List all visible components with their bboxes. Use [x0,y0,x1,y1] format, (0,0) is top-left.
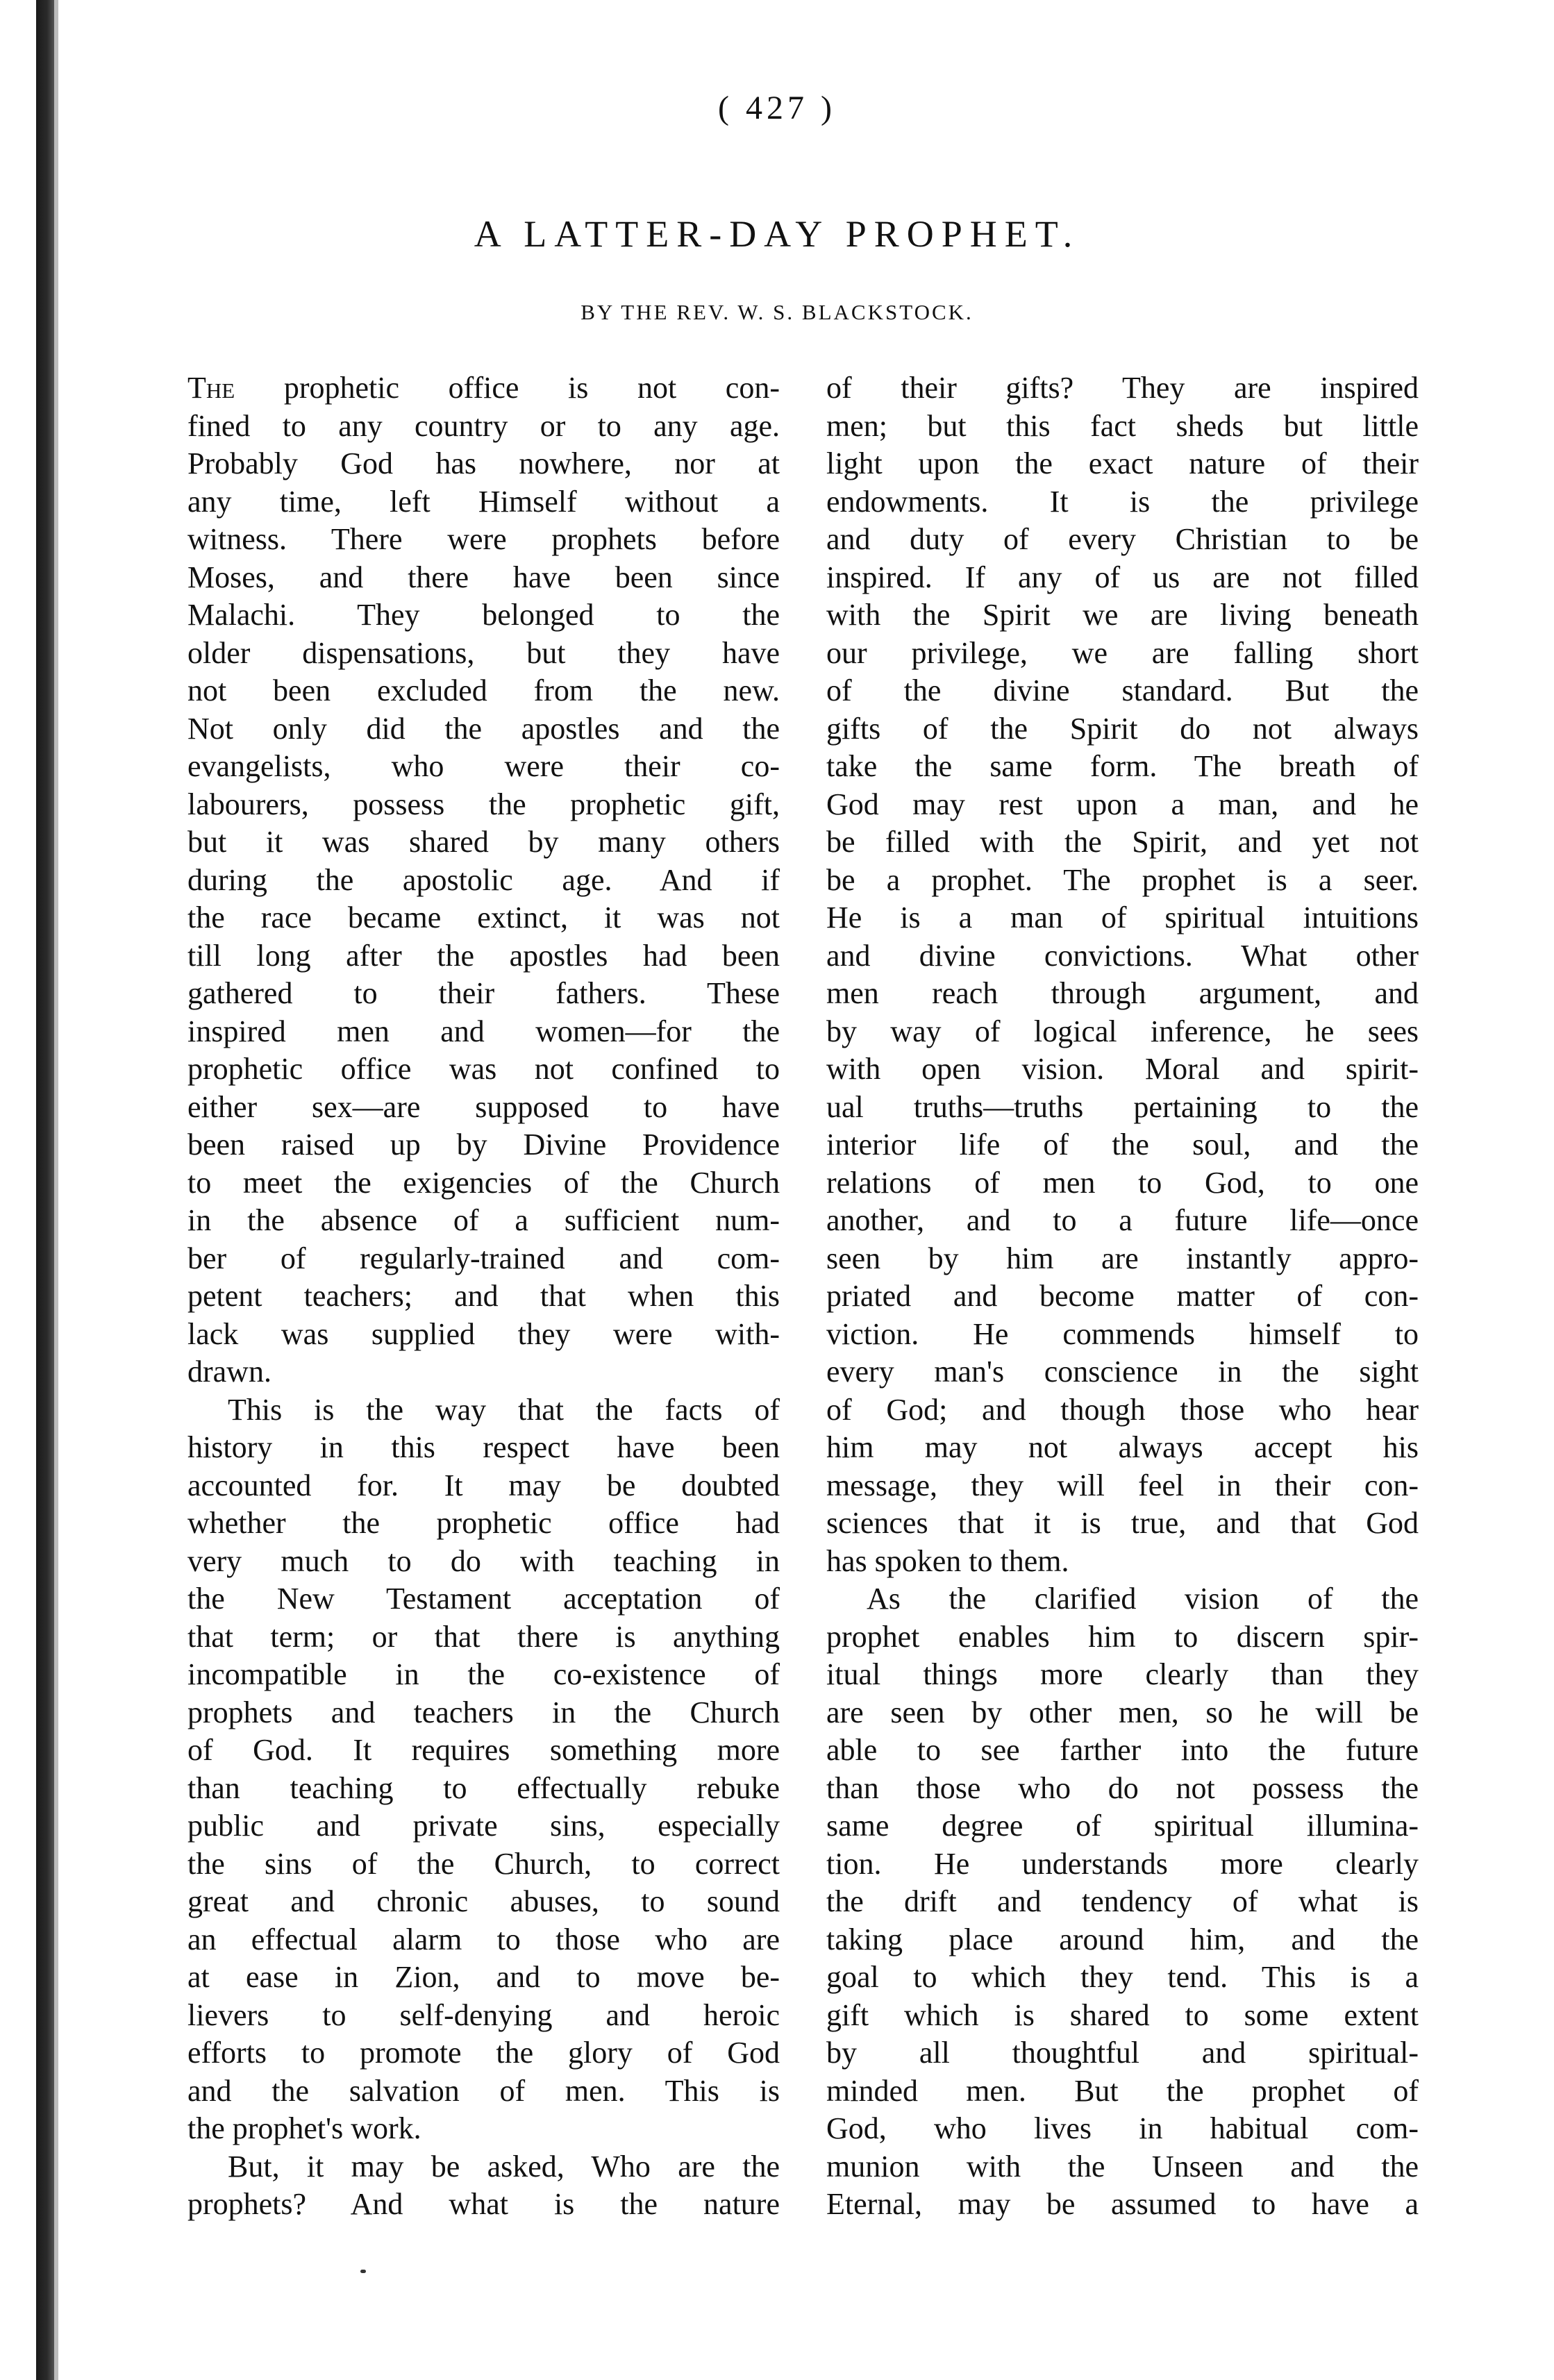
text-line: Probably God has nowhere, nor at [187,446,780,480]
print-speck [360,2270,366,2273]
text-line: witness. There were prophets before [187,522,780,556]
text-line: munion with the Unseen and the [826,2149,1419,2184]
text-line: him may not always accept his [826,1430,1419,1464]
text-line: take the same form. The breath of [826,749,1419,783]
article-byline: BY THE REV. W. S. BLACKSTOCK. [580,300,974,324]
text-line: at ease in Zion, and to move be- [187,1960,780,1994]
text-line: ual truths—truths pertaining to the [826,1089,1419,1124]
text-line: minded men. But the prophet of [826,2073,1419,2108]
text-line: but it was shared by many others [187,825,780,859]
text-line: and divine convictions. What other [826,938,1419,973]
text-line: in the absence of a sufficient num- [187,1203,780,1237]
text-line: men; but this fact sheds but little [826,408,1419,443]
text-line: fined to any country or to any age. [187,408,780,443]
text-line: of God; and though those who hear [826,1392,1419,1427]
text-line: prophets and teachers in the Church [187,1695,780,1729]
text-line: older dispensations, but they have [187,635,780,670]
text-line: incompatible in the co-existence of [187,1657,780,1691]
text-line: Malachi. They belonged to the [187,598,780,632]
text-line: prophet enables him to discern spir- [826,1619,1419,1654]
text-line: tion. He understands more clearly [826,1846,1419,1881]
text-line: God may rest upon a man, and he [826,787,1419,821]
text-line: the sins of the Church, to correct [187,1846,780,1881]
text-line: gifts of the Spirit do not always [826,711,1419,746]
text-line: till long after the apostles had been [187,938,780,973]
text-line: the race became extinct, it was not [187,900,780,935]
text-line: same degree of spiritual illumina- [826,1809,1419,1843]
text-line: Eternal, may be assumed to have a [826,2187,1419,2221]
text-line: not been excluded from the new. [187,673,780,707]
text-line: be a prophet. The prophet is a seer. [826,862,1419,897]
text-line: drawn. [187,1355,271,1389]
text-line: of the divine standard. But the [826,673,1419,707]
text-line: sciences that it is true, and that God [826,1506,1419,1540]
text-line: the New Testament acceptation of [187,1582,780,1616]
text-line: public and private sins, especially [187,1809,780,1843]
text-line: to meet the exigencies of the Church [187,1165,780,1200]
text-line: of their gifts? They are inspired [826,371,1419,405]
text-line: gathered to their fathers. These [187,976,780,1010]
text-line: whether the prophetic office had [187,1506,780,1540]
text-line: able to see farther into the future [826,1733,1419,1767]
article-title: A LATTER-DAY PROPHET. [474,213,1080,255]
text-line: interior life of the soul, and the [826,1128,1419,1162]
text-line: has spoken to them. [826,1543,1069,1578]
text-line: message, they will feel in their con- [826,1468,1419,1502]
text-line: any time, left Himself without a [187,484,780,519]
text-line: prophets? And what is the nature [187,2187,780,2221]
book-gutter-edge [54,0,58,2380]
line-rest: prophetic office is not con- [235,371,780,405]
text-line: As the clarified vision of the [867,1582,1419,1616]
text-line: priated and become matter of con- [826,1279,1419,1313]
text-line: seen by him are instantly appro- [826,1241,1419,1275]
text-line: and duty of every Christian to be [826,522,1419,556]
text-line: ber of regularly-trained and com- [187,1241,780,1275]
text-line: lack was supplied they were with- [187,1316,780,1351]
text-line: Moses, and there have been since [187,560,780,594]
text-line: than teaching to effectually rebuke [187,1770,780,1805]
text-line [187,369,780,408]
text-line: relations of men to God, to one [826,1165,1419,1200]
text-line: very much to do with teaching in [187,1543,780,1578]
text-line: another, and to a future life—once [826,1203,1419,1237]
text-line: evangelists, who were their co- [187,749,780,783]
text-line: history in this respect have been [187,1430,780,1464]
text-line: either sex—are supposed to have [187,1089,780,1124]
text-line: efforts to promote the glory of God [187,2036,780,2070]
text-column-right [826,369,1419,2224]
text-line: gift which is shared to some extent [826,1997,1419,2032]
text-line: during the apostolic age. And if [187,862,780,897]
text-line: accounted for. It may be doubted [187,1468,780,1502]
text-line: of God. It requires something more [187,1733,780,1767]
text-line: with open vision. Moral and spirit- [826,1052,1419,1086]
text-line: lievers to self-denying and heroic [187,1997,780,2032]
text-line: inspired men and women—for the [187,1014,780,1048]
text-line: men reach through argument, and [826,976,1419,1010]
page-number: ( 427 ) [718,90,836,126]
text-line: God, who lives in habitual com- [826,2111,1419,2145]
text-line: great and chronic abuses, to sound [187,1884,780,1918]
text-line: Not only did the apostles and the [187,711,780,746]
text-line: the drift and tendency of what is [826,1884,1419,1918]
text-line: and the salvation of men. This is [187,2073,780,2108]
book-gutter-shadow [36,0,54,2380]
text-line: goal to which they tend. This is a [826,1960,1419,1994]
text-line: taking place around him, and the [826,1922,1419,1956]
text-line: by all thoughtful and spiritual- [826,2036,1419,2070]
text-line: than those who do not possess the [826,1770,1419,1805]
text-line: every man's conscience in the sight [826,1355,1419,1389]
text-line: that term; or that there is anything [187,1619,780,1654]
text-line: our privilege, we are falling short [826,635,1419,670]
text-line: be filled with the Spirit, and yet not [826,825,1419,859]
text-line: But, it may be asked, Who are the [228,2149,780,2184]
text-line: light upon the exact nature of their [826,446,1419,480]
text-line: prophetic office was not confined to [187,1052,780,1086]
text-line: endowments. It is the privilege [826,484,1419,519]
text-line: He is a man of spiritual intuitions [826,900,1419,935]
text-line: inspired. If any of us are not filled [826,560,1419,594]
text-line: itual things more clearly than they [826,1657,1419,1691]
text-line: with the Spirit we are living beneath [826,598,1419,632]
text-column-left [187,369,780,2224]
drop-word: The [187,371,235,405]
text-line: by way of logical inference, he sees [826,1014,1419,1048]
text-line: an effectual alarm to those who are [187,1922,780,1956]
text-line: labourers, possess the prophetic gift, [187,787,780,821]
text-line: This is the way that the facts of [228,1392,780,1427]
text-line: viction. He commends himself to [826,1316,1419,1351]
text-line: the prophet's work. [187,2111,421,2145]
text-line: are seen by other men, so he will be [826,1695,1419,1729]
text-line: been raised up by Divine Providence [187,1128,780,1162]
text-line: petent teachers; and that when this [187,1279,780,1313]
